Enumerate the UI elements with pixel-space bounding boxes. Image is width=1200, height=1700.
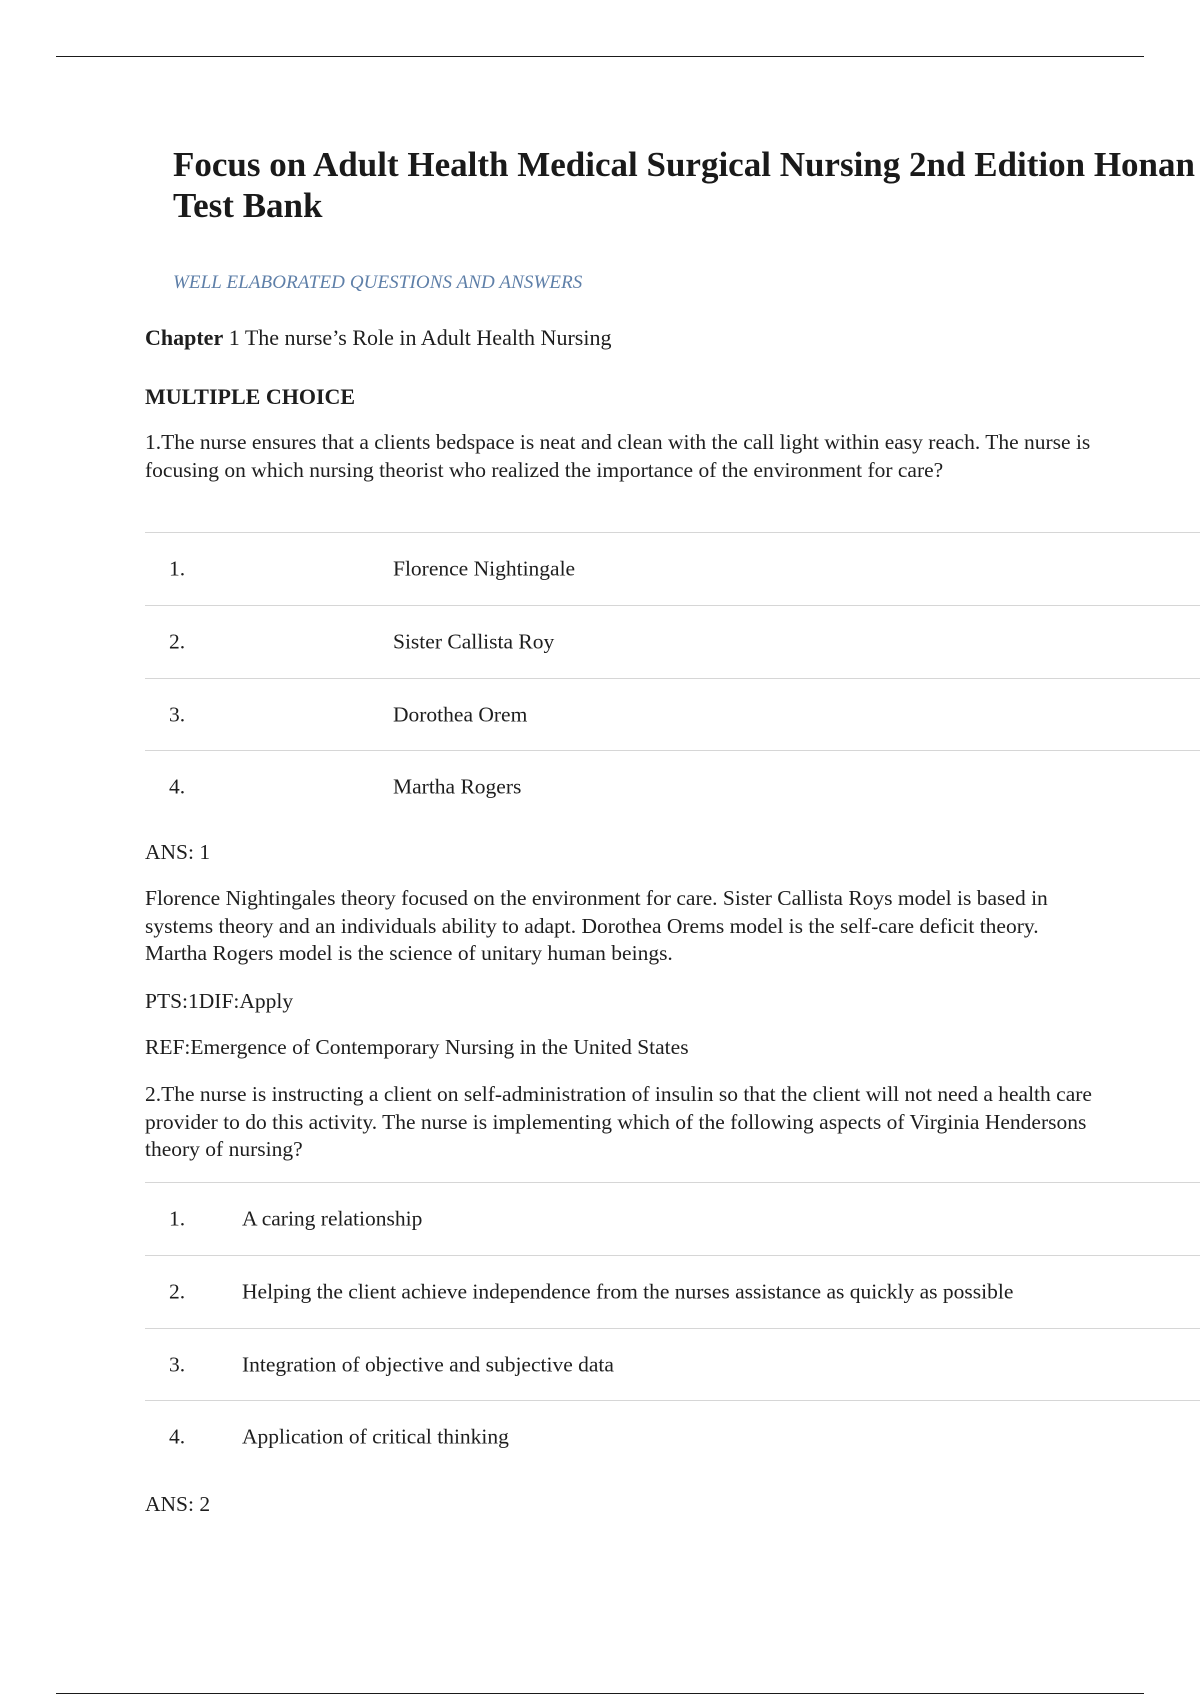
bottom-rule — [56, 1693, 1144, 1694]
option-row — [145, 533, 1200, 606]
option-number: 3. — [169, 1352, 186, 1376]
option-number: 3. — [169, 702, 186, 726]
document-subtitle: WELL ELABORATED QUESTIONS AND ANSWERS — [173, 272, 583, 293]
option-number: 2. — [169, 1279, 186, 1304]
option-number: 4. — [169, 1424, 186, 1448]
option-row — [145, 606, 1200, 679]
chapter-heading — [145, 325, 611, 351]
question-1-stem: 1.The nurse ensures that a clients bedspace is neat and clean with the call light within easy reach. The nurse is focusing on which nursing theorist who realized the importance of the environment for care? — [145, 430, 1091, 482]
option-text: Application of critical thinking — [242, 1424, 509, 1448]
option-text: Sister Callista Roy — [393, 629, 555, 654]
option-row — [145, 1183, 1200, 1256]
top-rule — [56, 56, 1144, 57]
question-1-reference: REF:Emergence of Contemporary Nursing in the United States — [145, 1035, 689, 1059]
question-2-answer: ANS: 2 — [145, 1492, 211, 1516]
question-2-stem: 2.The nurse is instructing a client on self-administration of insulin so that the client will not need a health care provider to do this activity. The nurse is implementing which of the following aspects of Virginia Hendersons theory of nursing? — [145, 1082, 1092, 1161]
option-text: Integration of objective and subjective data — [242, 1352, 614, 1376]
title-line-1: Focus on Adult Health Medical Surgical Nursing 2nd Edition Honan — [173, 145, 1195, 184]
question-1-rationale: Florence Nightingales theory focused on the environment for care. Sister Callista Roys model is based in systems theory and an individuals ability to adapt. Dorothea Orems model is the self-care deficit theory. Martha Rogers model is the science of unitary human beings. — [145, 886, 1048, 965]
option-row — [145, 1256, 1200, 1329]
option-number: 1. — [169, 1206, 186, 1231]
question-1-answer: ANS: 1 — [145, 840, 211, 864]
question-1-options — [145, 532, 1200, 822]
option-row — [145, 679, 1200, 751]
option-number: 2. — [169, 629, 186, 654]
option-text: Dorothea Orem — [393, 702, 528, 726]
option-text: Martha Rogers — [393, 774, 522, 798]
question-2-options — [145, 1182, 1200, 1472]
section-heading: MULTIPLE CHOICE — [145, 384, 356, 409]
option-row — [145, 1329, 1200, 1401]
option-number: 4. — [169, 774, 186, 798]
option-text: Florence Nightingale — [393, 556, 576, 581]
document-title — [173, 144, 1200, 226]
title-line-2: Test Bank — [173, 186, 323, 225]
chapter-title: 1 The nurse’s Role in Adult Health Nursing — [223, 325, 612, 350]
option-text: A caring relationship — [242, 1206, 423, 1231]
chapter-label: Chapter — [145, 325, 224, 350]
option-row — [145, 751, 1200, 822]
question-1-points-difficulty: PTS:1DIF:Apply — [145, 989, 294, 1013]
option-row — [145, 1401, 1200, 1472]
option-number: 1. — [169, 556, 186, 581]
option-text: Helping the client achieve independence from the nurses assistance as quickly as possible — [242, 1279, 1014, 1304]
